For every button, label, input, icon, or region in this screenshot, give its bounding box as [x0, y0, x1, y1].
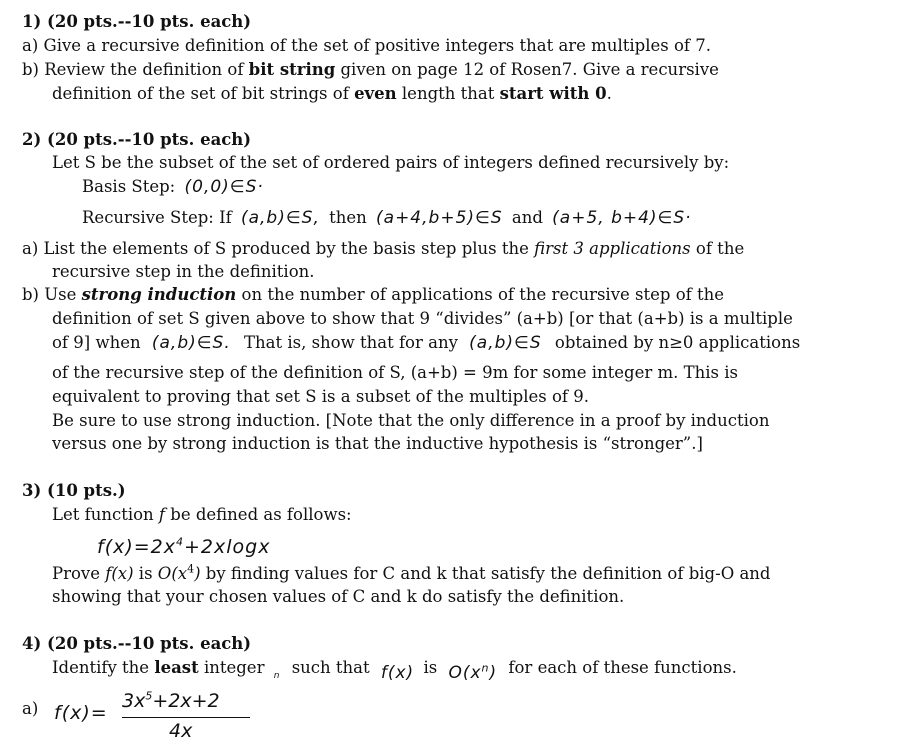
q3-header: 3) (10 pts.): [22, 481, 126, 500]
basis-formula: (0,0)∈S·: [184, 177, 264, 197]
q2-part-a-line1: a) List the elements of S produced by the basis step plus the first 3 applications of the: [22, 239, 745, 258]
q2-intro: Let S be the subset of the set of ordered pairs of integers defined recursively by:: [52, 153, 730, 172]
q4-identify-line: Identify the least integer $_n$ such that f(x) is $O(x^n)$ for each of these functions.: [52, 658, 737, 683]
q3-function-formula: $f(x)=2x^4+2xlogx$: [97, 535, 271, 558]
q4a-numerator: $3x^5+2x+2$: [122, 689, 220, 712]
q1-header: 1) (20 pts.--10 pts. each): [22, 12, 252, 31]
big-o-formula: $O(x^n)$: [448, 661, 498, 683]
q2-recursive-step: Recursive Step: If (a,b)∈S, then (a+4,b+5)∈S and (a+5, b+4)∈S·: [82, 208, 692, 228]
membership-formula: (a,b)∈S.: [151, 333, 231, 353]
q4-header: 4) (20 pts.--10 pts. each): [22, 634, 252, 653]
q2-basis-step: Basis Step: (0,0)∈S·: [82, 177, 264, 197]
q1-part-a: a) Give a recursive definition of the set of positive integers that are multiples of 7.: [22, 36, 711, 55]
q1-part-b-line2: definition of the set of bit strings of even length that start with 0.: [52, 84, 612, 103]
membership-formula-2: (a,b)∈S: [469, 333, 542, 353]
q2-part-b-line4: of the recursive step of the definition of S, (a+b) = 9m for some integer m. This is: [52, 363, 738, 382]
q2-part-a-line2: recursive step in the definition.: [52, 262, 315, 281]
recursive-rule-1-formula: (a+4,b+5)∈S: [376, 208, 503, 228]
n-variable: n: [273, 671, 281, 681]
q2-part-b-line2: definition of set S given above to show that 9 “divides” (a+b) [or that (a+b) is a multiple: [52, 309, 793, 328]
q2-part-b-line1: b) Use strong induction on the number of applications of the recursive step of the: [22, 285, 725, 304]
q2-header: 2) (20 pts.--10 pts. each): [22, 130, 252, 149]
fraction-bar: [122, 717, 250, 718]
q4a-lhs-formula: f(x)=: [54, 702, 108, 724]
recursive-condition-formula: (a,b)∈S,: [240, 208, 320, 228]
q3-prove-line2: showing that your chosen values of C and k do satisfy the definition.: [52, 587, 625, 606]
q4a-denominator: 4x: [169, 720, 193, 742]
q3-intro: Let function f be defined as follows:: [52, 505, 352, 524]
q2-part-b-line3: of 9] when (a,b)∈S. That is, show that for any (a,b)∈S obtained by n≥0 applications: [52, 333, 801, 353]
q1-part-b-line1: b) Review the definition of bit string given on page 12 of Rosen7. Give a recursive: [22, 60, 719, 79]
q3-prove-line1: Prove f(x) is $O(x^4)$ by finding values for C and k that satisfy the definition of big-O and: [52, 562, 771, 583]
q2-part-b-line7: versus one by strong induction is that the inductive hypothesis is “stronger”.]: [52, 434, 703, 453]
q2-part-b-line6: Be sure to use strong induction. [Note that the only difference in a proof by induction: [52, 411, 770, 430]
recursive-rule-2-formula: (a+5, b+4)∈S·: [552, 208, 692, 228]
q2-part-b-line5: equivalent to proving that set S is a subset of the multiples of 9.: [52, 387, 589, 406]
q4-part-a-label: a): [22, 699, 39, 718]
fx-formula: f(x): [380, 663, 415, 683]
